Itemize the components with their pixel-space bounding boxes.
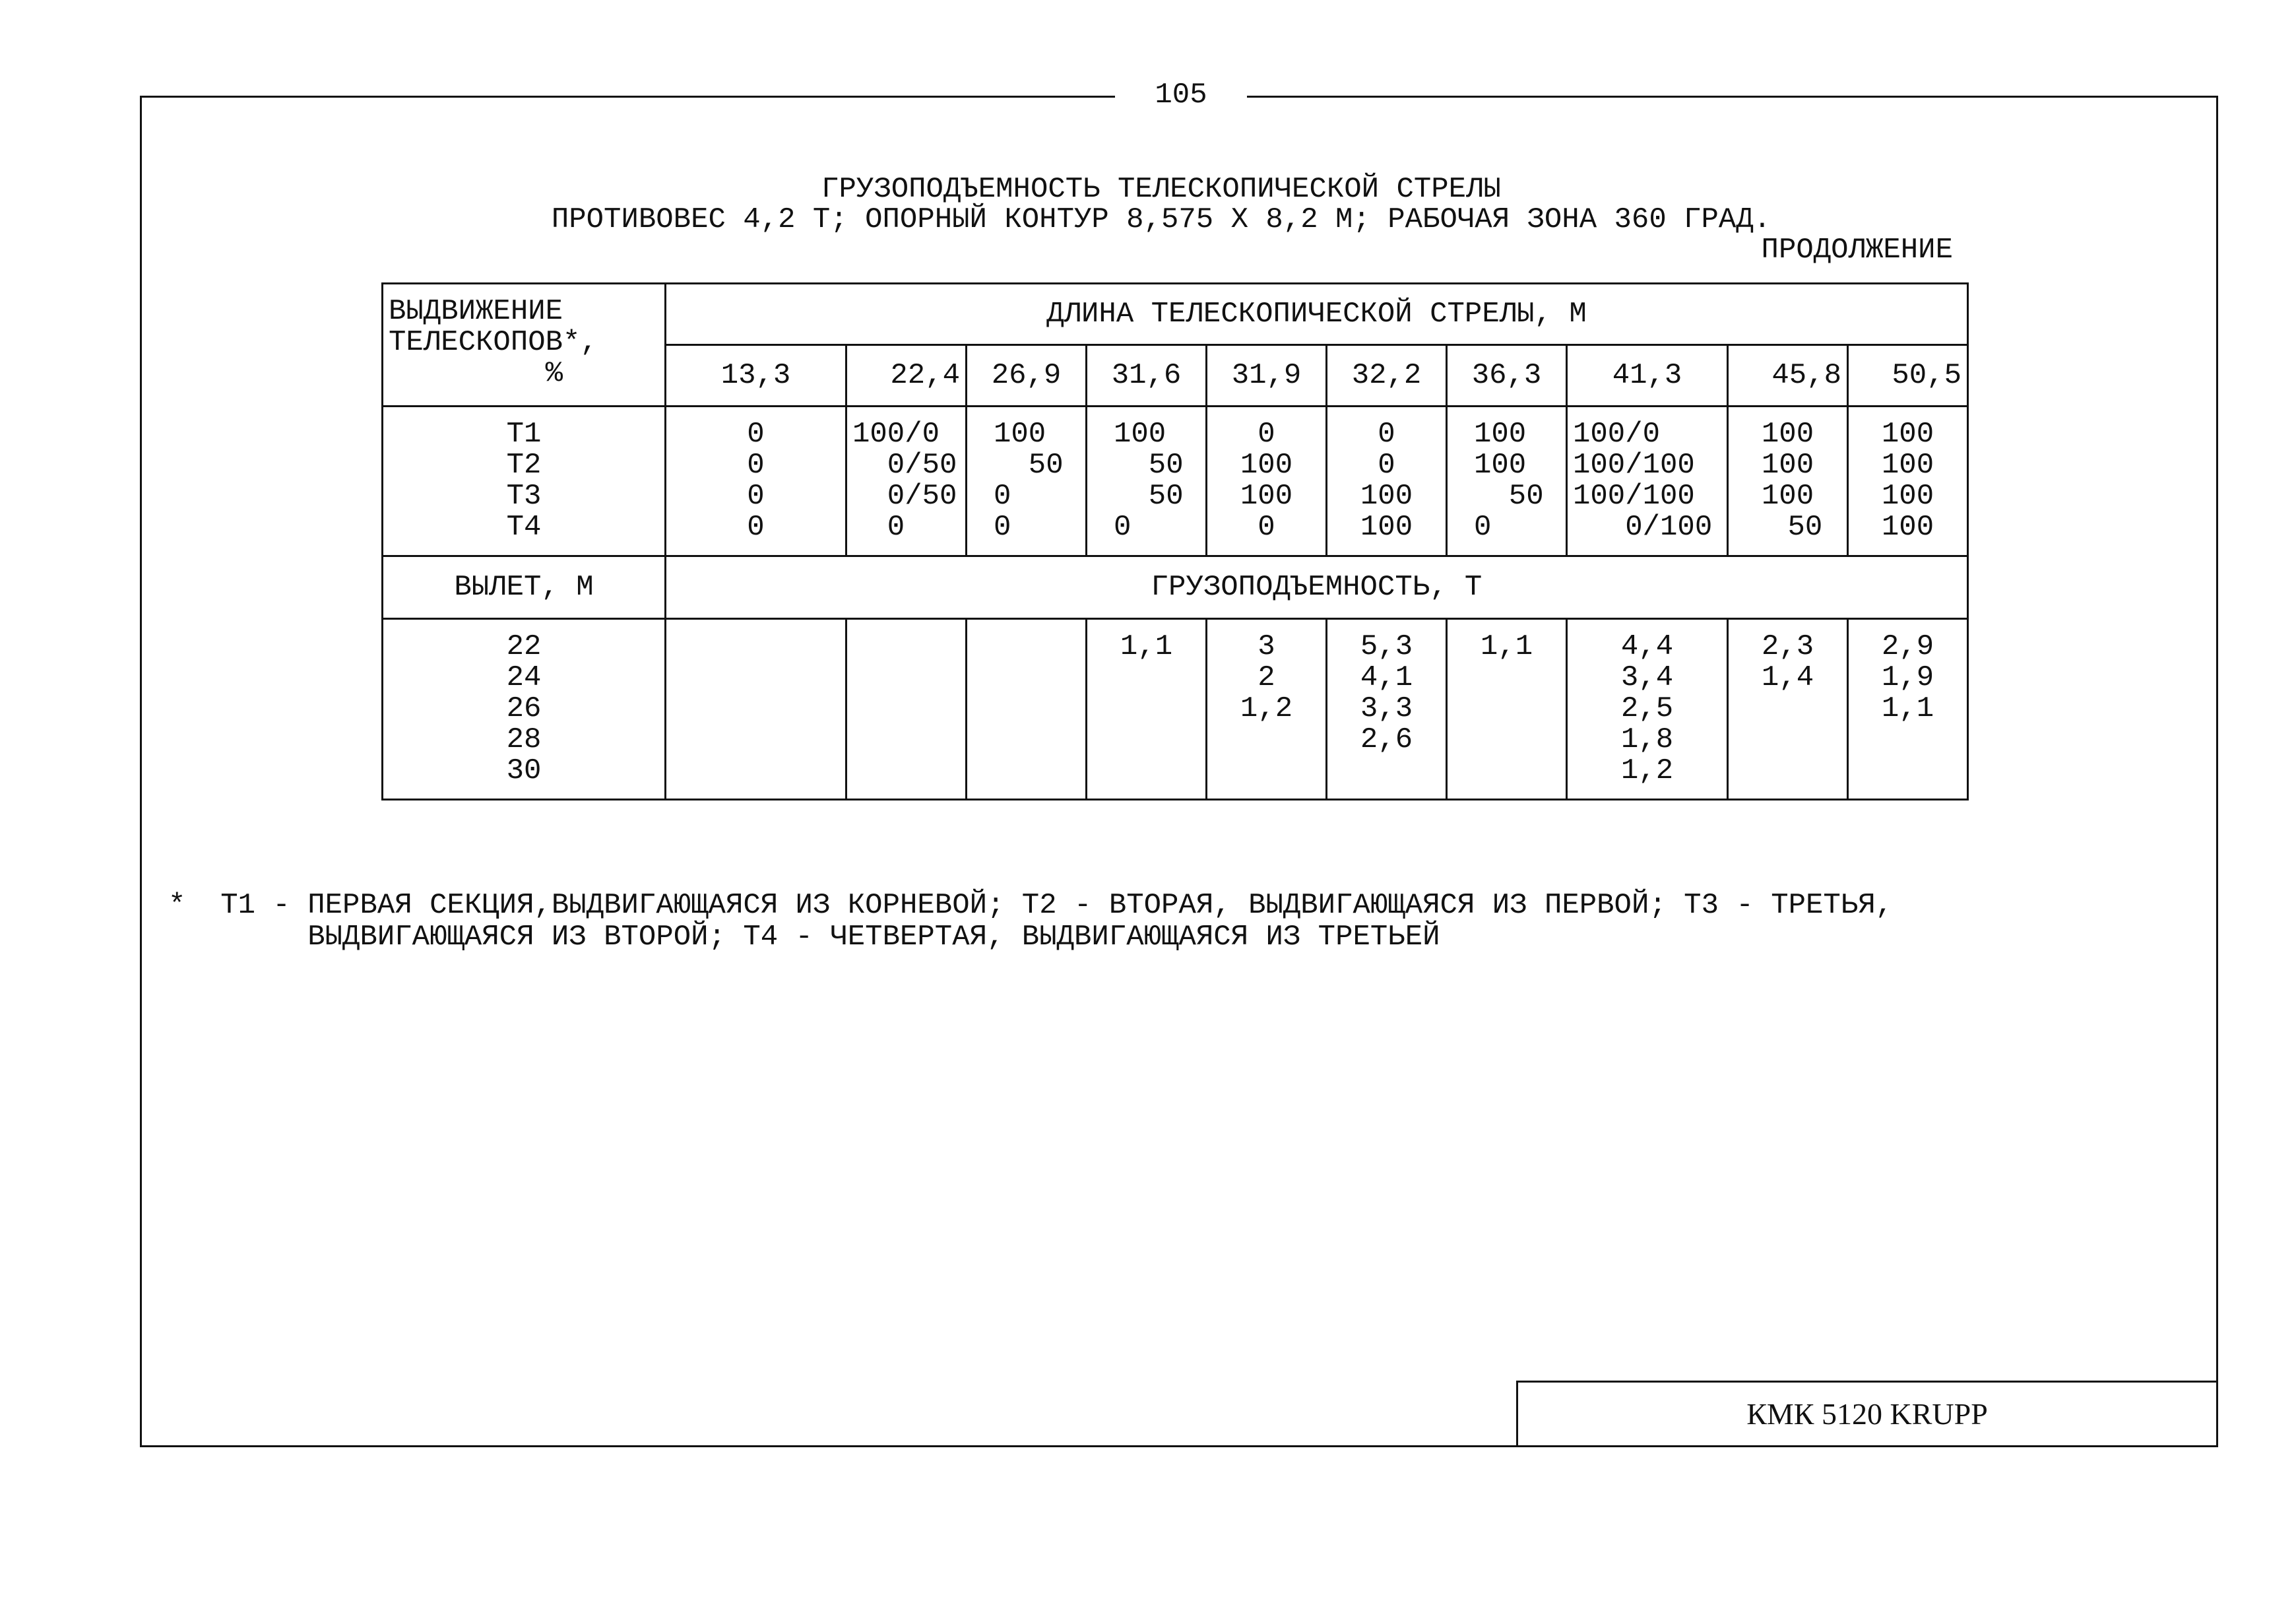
continuation-label: ПРОДОЛЖЕНИЕ [1761, 234, 1953, 267]
extension-header: ВЫДВИЖЕНИЕ ТЕЛЕСКОПОВ*, % [383, 284, 666, 407]
extension-cell: 100/0 0/50 0/50 0 [846, 407, 967, 556]
radius-header: ВЫЛЕТ, М [383, 556, 666, 619]
capacity-cell: 1,1 [1087, 619, 1207, 800]
capacity-header: ГРУЗОПОДЪЕМНОСТЬ, Т [666, 556, 1968, 619]
boom-length-cell: 13,3 [666, 345, 846, 407]
boom-length-header: ДЛИНА ТЕЛЕСКОПИЧЕСКОЙ СТРЕЛЫ, М [666, 284, 1968, 345]
boom-length-cell: 26,9 [967, 345, 1087, 407]
capacity-cell: 4,4 3,4 2,5 1,8 1,2 [1567, 619, 1728, 800]
boom-length-cell: 41,3 [1567, 345, 1728, 407]
boom-length-cell: 32,2 [1327, 345, 1447, 407]
table-title: ГРУЗОПОДЪЕМНОСТЬ ТЕЛЕСКОПИЧЕСКОЙ СТРЕЛЫ [821, 173, 1501, 206]
radius-values: 22 24 26 28 30 [383, 619, 666, 800]
extension-cell: 100 100 100 100 [1848, 407, 1968, 556]
capacity-cell [666, 619, 846, 800]
capacity-cell [967, 619, 1087, 800]
boom-length-cell: 22,4 [846, 345, 967, 407]
footnote: * Т1 - ПЕРВАЯ СЕКЦИЯ,ВЫДВИГАЮЩАЯСЯ ИЗ КОРНЕВОЙ; Т2 - ВТОРАЯ, ВЫДВИГАЮЩАЯСЯ ИЗ ПЕРВОЙ; Т3 - ТРЕТЬЯ, ВЫДВИГАЮЩАЯСЯ ИЗ ВТОРОЙ; Т4 - ЧЕТВЕРТАЯ, ВЫДВИГАЮЩАЯСЯ ИЗ ТРЕТЬЕЙ [168, 889, 1894, 954]
title-block-stamp [1516, 1381, 2218, 1447]
capacity-cell: 3 2 1,2 [1207, 619, 1327, 800]
extension-cell: 100 50 50 0 [1087, 407, 1207, 556]
table-subtitle: ПРОТИВОВЕС 4,2 Т; ОПОРНЫЙ КОНТУР 8,575 Х 8,2 М; РАБОЧАЯ ЗОНА 360 ГРАД. [551, 203, 1771, 236]
stamp-text: КМК 5120 KRUPP [1746, 1397, 1988, 1431]
capacity-cell: 2,9 1,9 1,1 [1848, 619, 1968, 800]
boom-length-cell: 45,8 [1728, 345, 1848, 407]
boom-length-cell: 31,9 [1207, 345, 1327, 407]
extension-cell: 100 100 100 50 [1728, 407, 1848, 556]
boom-length-cell: 31,6 [1087, 345, 1207, 407]
capacity-cell: 2,3 1,4 [1728, 619, 1848, 800]
capacity-cell [846, 619, 967, 800]
boom-length-cell: 50,5 [1848, 345, 1968, 407]
extension-cell: 0 0 100 100 [1327, 407, 1447, 556]
extension-cell: 0 100 100 0 [1207, 407, 1327, 556]
section-labels: Т1 Т2 Т3 Т4 [383, 407, 666, 556]
capacity-cell: 1,1 [1447, 619, 1567, 800]
load-capacity-table [381, 282, 1969, 801]
capacity-cell: 5,3 4,1 3,3 2,6 [1327, 619, 1447, 800]
extension-cell: 100 50 0 0 [967, 407, 1087, 556]
page-number: 105 [1115, 74, 1247, 116]
extension-cell: 0 0 0 0 [666, 407, 846, 556]
boom-length-cell: 36,3 [1447, 345, 1567, 407]
extension-cell: 100/0 100/100 100/100 0/100 [1567, 407, 1728, 556]
extension-cell: 100 100 50 0 [1447, 407, 1567, 556]
